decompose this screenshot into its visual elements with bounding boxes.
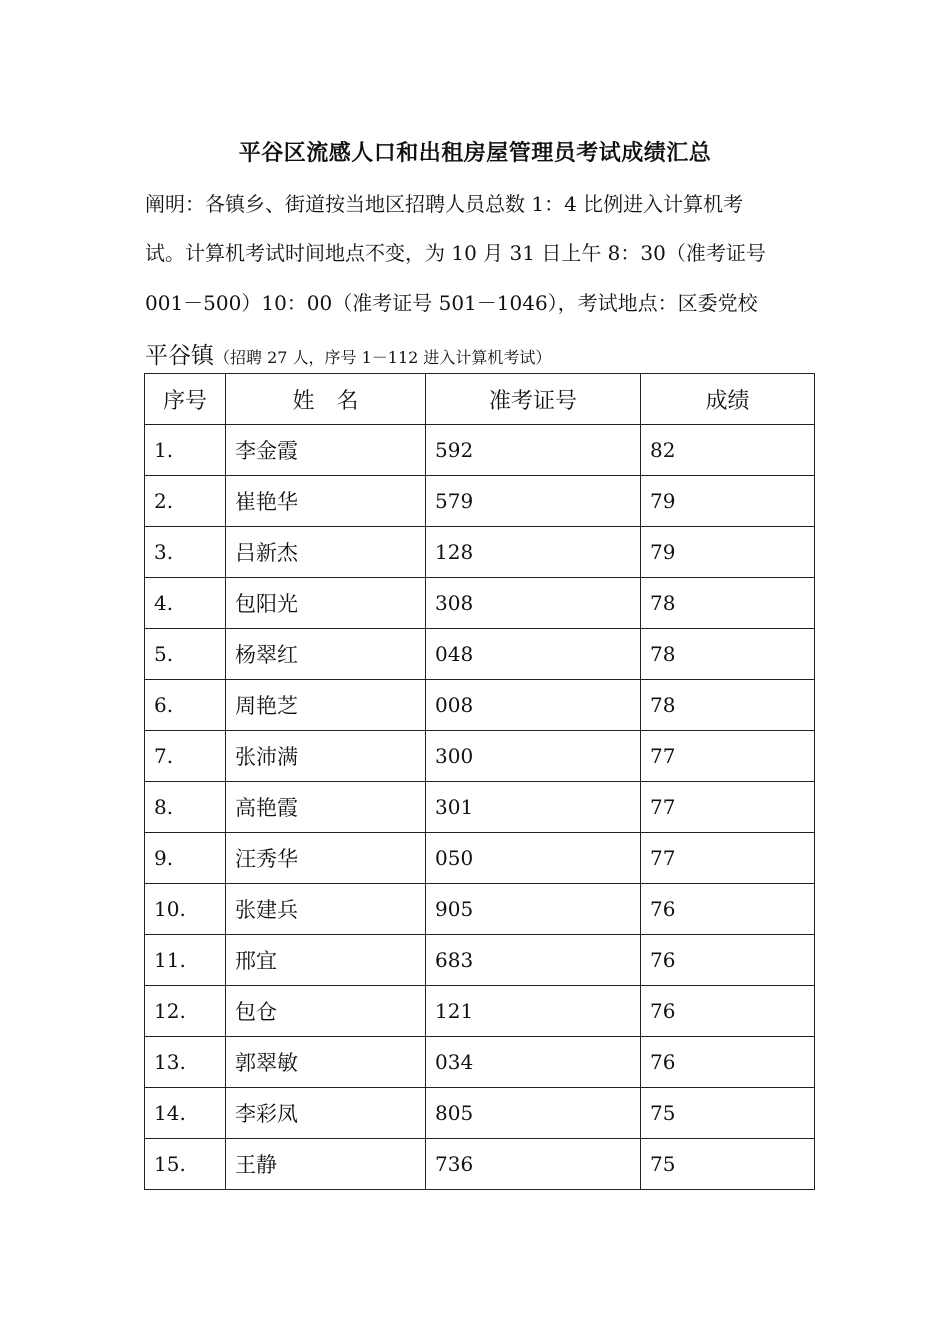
- cell-name: 崔艳华: [226, 476, 426, 527]
- cell-seq: 9.: [145, 833, 226, 884]
- cell-name: 周艳芝: [226, 680, 426, 731]
- cell-seq: 10.: [145, 884, 226, 935]
- cell-seq: 6.: [145, 680, 226, 731]
- table-row: [145, 1088, 815, 1139]
- section-heading: [145, 337, 551, 370]
- cell-ticket: 008: [426, 680, 641, 731]
- cell-ticket: 805: [426, 1088, 641, 1139]
- table-row: [145, 1037, 815, 1088]
- cell-name: 杨翠红: [226, 629, 426, 680]
- cell-score: 75: [641, 1088, 815, 1139]
- cell-ticket: 121: [426, 986, 641, 1037]
- cell-name: 高艳霞: [226, 782, 426, 833]
- cell-ticket: 300: [426, 731, 641, 782]
- cell-seq: 7.: [145, 731, 226, 782]
- cell-score: 79: [641, 527, 815, 578]
- cell-name: 张建兵: [226, 884, 426, 935]
- cell-name: 包阳光: [226, 578, 426, 629]
- table-row: [145, 680, 815, 731]
- document-title: 平谷区流感人口和出租房屋管理员考试成绩汇总: [238, 141, 712, 166]
- table-row: [145, 425, 815, 476]
- header-name: 姓 名: [226, 374, 426, 425]
- cell-score: 76: [641, 986, 815, 1037]
- cell-seq: 2.: [145, 476, 226, 527]
- header-seq: 序号: [145, 374, 226, 425]
- table-row: [145, 578, 815, 629]
- cell-score: 82: [641, 425, 815, 476]
- cell-score: 78: [641, 680, 815, 731]
- cell-seq: 11.: [145, 935, 226, 986]
- scores-table: [144, 373, 815, 1190]
- cell-score: 76: [641, 935, 815, 986]
- cell-score: 76: [641, 1037, 815, 1088]
- cell-seq: 14.: [145, 1088, 226, 1139]
- note-line-2: 试。计算机考试时间地点不变，为 10 月 31 日上午 8：30（准考证号: [145, 241, 766, 265]
- cell-name: 汪秀华: [226, 833, 426, 884]
- table-row: [145, 935, 815, 986]
- section-town: 平谷镇: [145, 343, 214, 369]
- cell-ticket: 048: [426, 629, 641, 680]
- cell-score: 77: [641, 731, 815, 782]
- cell-name: 包仓: [226, 986, 426, 1037]
- cell-seq: 13.: [145, 1037, 226, 1088]
- cell-score: 75: [641, 1139, 815, 1190]
- cell-score: 78: [641, 578, 815, 629]
- cell-ticket: 308: [426, 578, 641, 629]
- table-body: [145, 425, 815, 1190]
- cell-score: 79: [641, 476, 815, 527]
- table-row: [145, 527, 815, 578]
- cell-ticket: 579: [426, 476, 641, 527]
- table-row: [145, 782, 815, 833]
- section-subtitle: （招聘 27 人，序号 1－112 进入计算机考试）: [214, 348, 552, 367]
- cell-name: 张沛满: [226, 731, 426, 782]
- cell-name: 王静: [226, 1139, 426, 1190]
- note-line-3: 001－500）10：00（准考证号 501－1046），考试地点：区委党校: [145, 291, 758, 315]
- cell-name: 李彩凤: [226, 1088, 426, 1139]
- table-row: [145, 629, 815, 680]
- cell-seq: 4.: [145, 578, 226, 629]
- cell-seq: 5.: [145, 629, 226, 680]
- cell-ticket: 736: [426, 1139, 641, 1190]
- cell-ticket: 301: [426, 782, 641, 833]
- table-row: [145, 476, 815, 527]
- table-row: [145, 1139, 815, 1190]
- cell-seq: 3.: [145, 527, 226, 578]
- note-line-1: 阐明：各镇乡、街道按当地区招聘人员总数 1：4 比例进入计算机考: [145, 192, 744, 216]
- cell-seq: 15.: [145, 1139, 226, 1190]
- cell-ticket: 905: [426, 884, 641, 935]
- cell-ticket: 683: [426, 935, 641, 986]
- cell-seq: 12.: [145, 986, 226, 1037]
- cell-seq: 8.: [145, 782, 226, 833]
- cell-score: 77: [641, 782, 815, 833]
- cell-name: 吕新杰: [226, 527, 426, 578]
- table-row: [145, 986, 815, 1037]
- table-header-row: [145, 374, 815, 425]
- cell-score: 77: [641, 833, 815, 884]
- cell-seq: 1.: [145, 425, 226, 476]
- cell-name: 李金霞: [226, 425, 426, 476]
- cell-name: 郭翠敏: [226, 1037, 426, 1088]
- cell-score: 78: [641, 629, 815, 680]
- header-ticket: 准考证号: [426, 374, 641, 425]
- cell-name: 邢宜: [226, 935, 426, 986]
- table-row: [145, 731, 815, 782]
- cell-ticket: 050: [426, 833, 641, 884]
- cell-score: 76: [641, 884, 815, 935]
- cell-ticket: 128: [426, 527, 641, 578]
- header-score: 成绩: [641, 374, 815, 425]
- table-row: [145, 833, 815, 884]
- table-row: [145, 884, 815, 935]
- cell-ticket: 592: [426, 425, 641, 476]
- cell-ticket: 034: [426, 1037, 641, 1088]
